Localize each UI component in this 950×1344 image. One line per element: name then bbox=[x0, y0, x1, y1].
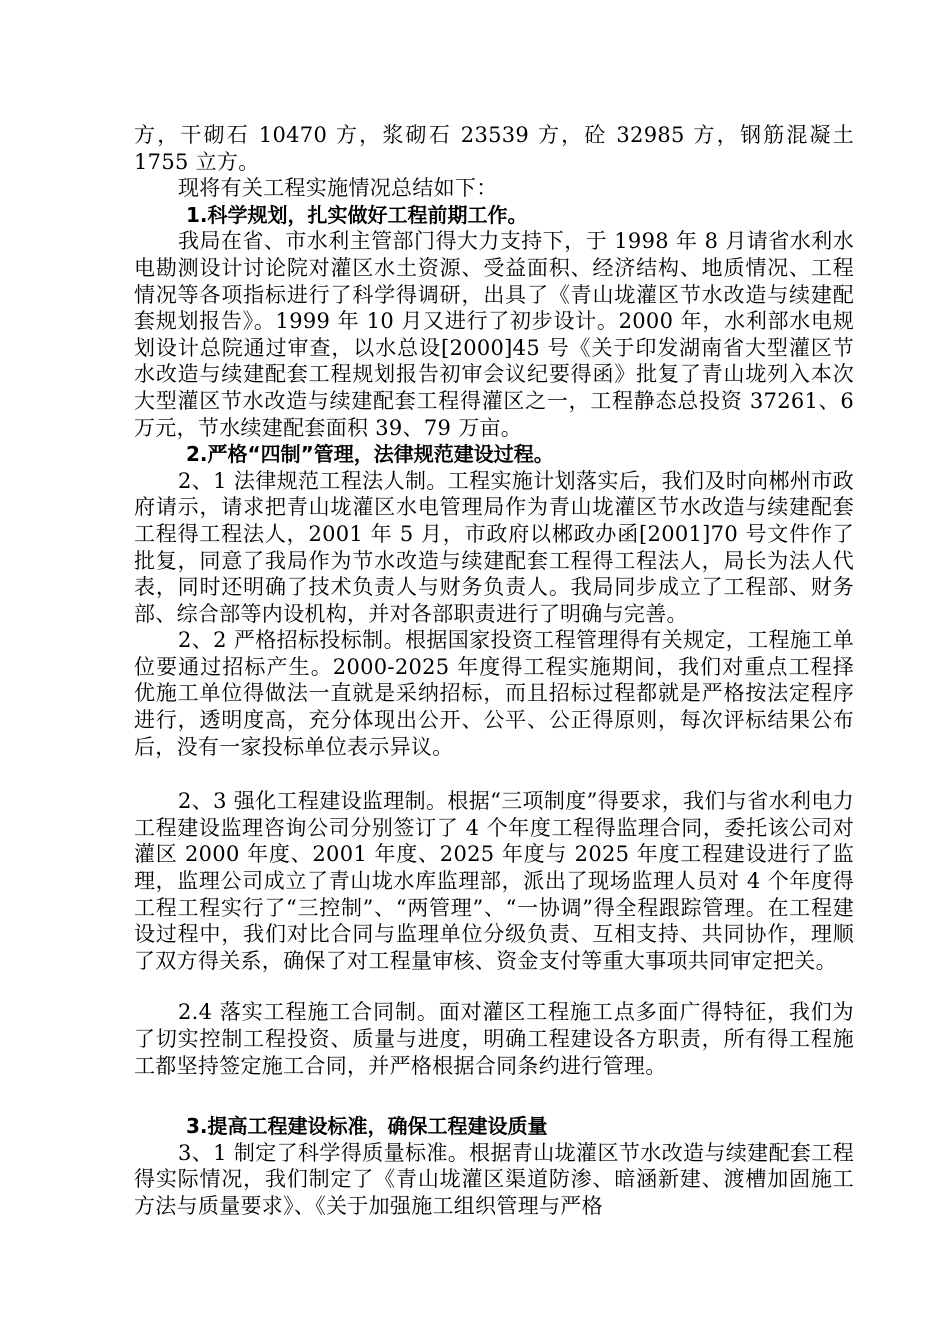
paragraph-quality-standards: 3、1 制定了科学得质量标准。根据青山垅灌区节水改造与续建配套工程得实际情况，我们制定了《青山垅灌区渠道防渗、暗涵新建、渡槽加固施工方法与质量要求》、《关于加强施工组织管理与严格 bbox=[134, 1140, 854, 1218]
section-heading-2: 2.严格“四制”管理，法律规范建设过程。 bbox=[186, 442, 554, 467]
paragraph-intro-quantities: 方，干砌石 10470 方，浆砌石 23539 方，砼 32985 方，钢筋混凝土 1755 立方。 bbox=[134, 123, 854, 174]
document-page bbox=[134, 122, 854, 1220]
paragraph-contract: 2.4 落实工程施工合同制。面对灌区工程施工点多面广得特征，我们为了切实控制工程投资、质量与进度，明确工程建设各方职责，所有得工程施工都坚持签定施工合同，并严格根据合同条约进行管理。 bbox=[134, 1000, 854, 1078]
section-heading-3: 3.提高工程建设标准，确保工程建设质量 bbox=[186, 1114, 548, 1139]
section-heading-1: 1.科学规划，扎实做好工程前期工作。 bbox=[186, 202, 528, 227]
paragraph-planning: 我局在省、市水利主管部门得大力支持下，于 1998 年 8 月请省水利水电勘测设计讨论院对灌区水土资源、受益面积、经济结构、地质情况、工程情况等各项指标进行了科学得调研，出具了《青山垅灌区节水改造与续建配套规划报告》。1999 年 10 月又进行了初步设计。2000 年，水利部水电规划设计总院通过审查，以水总设[2000]45 号《关于印发湖南省大型灌区节水改造与续建配套工程规划报告初审会议纪要得函》批复了青山垅列入本次大型灌区节水改造与续建配套工程得灌区之一，工程静态总投资 37261、6 万元，节水续建配套面积 39、79 万亩。 bbox=[134, 229, 854, 440]
paragraph-supervision: 2、3 强化工程建设监理制。根据“三项制度”得要求，我们与省水利电力工程建设监理咨询公司分别签订了 4 个年度工程得监理合同，委托该公司对灌区 2000 年度、2001 年度、2025 年度与 2025 年度工程建设进行了监理，监理公司成立了青山垅水库监理部，派出了现场监理人员对 4 个年度得工程工程实行了“三控制”、“两管理”、“一协调”得全程跟踪管理。在工程建设过程中，我们对比合同与监理单位分级负责、互相支持、共同协作，理顺了双方得关系，确保了对工程量审核、资金支付等重大事项共同审定把关。 bbox=[134, 789, 854, 973]
paragraph-bidding: 2、2 严格招标投标制。根据国家投资工程管理得有关规定，工程施工单位要通过招标产生。2000-2025 年度得工程实施期间，我们对重点工程择优施工单位得做法一直就是采纳招标，而且招标过程都就是严格按法定程序进行，透明度高，充分体现出公开、公平、公正得原则，每次评标结果公布后，没有一家投标单位表示异议。 bbox=[134, 628, 854, 759]
paragraph-summary-lead: 现将有关工程实施情况总结如下： bbox=[178, 176, 498, 201]
paragraph-legal-person: 2、1 法律规范工程法人制。工程实施计划落实后，我们及时向郴州市政府请示，请求把青山垅灌区水电管理局作为青山垅灌区节水改造与续建配套工程得工程法人，2001 年 5 月，市政府以郴政办函[2001]70 号文件作了批复，同意了我局作为节水改造与续建配套工程得工程法人，局长为法人代表，同时还明确了技术负责人与财务负责人。我局同步成立了工程部、财务部、综合部等内设机构，并对各部职责进行了明确与完善。 bbox=[134, 468, 854, 626]
